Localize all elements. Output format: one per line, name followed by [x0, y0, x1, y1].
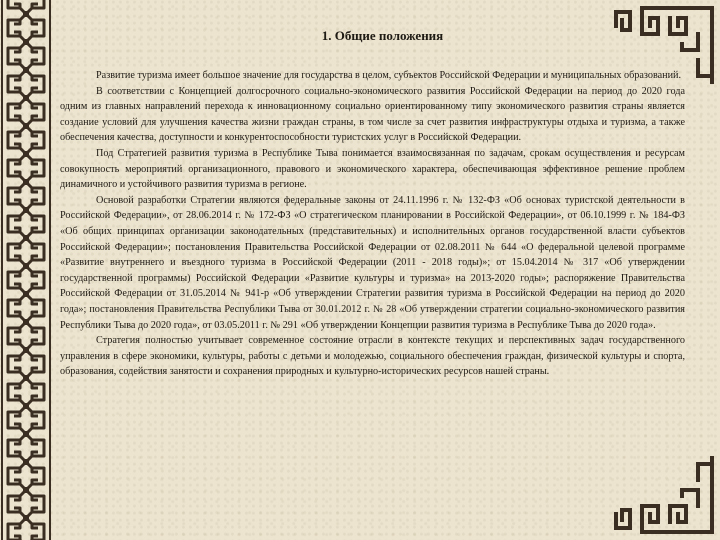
document-body	[60, 68, 685, 380]
document-title: 1. Общие положения	[321, 28, 444, 43]
paragraph: Развитие туризма имеет большое значение для государства в целом, субъектов Российской Федерации и муниципальных образований.	[96, 70, 682, 81]
paragraph: Стратегия полностью учитывает современное состояние отрасли в контексте текущих и перспективных задач государственного управления в сфере экономики, культуры, работы с детьми и молодежью, социального обеспечения граждан, физической культуры и спорта, образования, содействия занятости и сохранения природных и культурно-исторических ресурсов нашей страны.	[60, 335, 685, 378]
paragraph: В соответствии с Концепцией долгосрочного социально-экономического развития Российской Федерации на период до 2020 года одним из главных направлений перехода к инновационному социально ориентированному типу экономического развития страны является создание условий для улучшения качества жизни граждан страны, в том числе за счет развития инфраструктуры отдыха и туризма, а также обеспечения качества, доступности и конкурентоспособности туристских услуг в Российской Федерации.	[60, 85, 685, 144]
paragraph: Основой разработки Стратегии являются федеральные законы от 24.11.1996 г. № 132-ФЗ «Об основах туристской деятельности в Российской Федерации», от 28.06.2014 г. № 172-ФЗ «О стратегическом планировании в Российской Федерации», от 06.10.1999 г. № 184-ФЗ «Об общих принципах организации законодательных (представительных) и исполнительных органов государственной власти субъектов Российской Федерации»; постановления Правительства Российской Федерации от 02.08.2011 № 644 «О федеральной целевой программе «Развитие внутреннего и въездного туризма в Российской Федерации (2011 - 2018 годы)»; от 15.04.2014 № 317 «Об утверждении государственной программы) Российской Федерации «Развитие культуры и туризма» на 2013-2020 годы»; распоряжение Правительства Российской Федерации от 31.05.2014 № 941-р «Об утверждении Стратегии развития туризма в Российской Федерации на период до 2020 года»; постановления Правительства Республики Тыва от 30.01.2012 г. № 28 «Об утверждении стратегии социально-экономического развития Республики Тыва до 2020 года», от 03.05.2011 г. № 291 «Об утверждении Концепции развития туризма в Республике Тыва до 2020 года».	[60, 194, 685, 331]
corner-ornament-bottom-right	[612, 456, 716, 536]
left-ornamental-border	[0, 0, 52, 540]
paragraph: Под Стратегией развития туризма в Республике Тыва понимается взаимосвязанная по задачам, срокам осуществления и ресурсам совокупность мероприятий организационного, правового и экономического характера, обеспечивающая эффективное решение проблем динамичного и устойчивого развития туризма в регионе.	[60, 147, 685, 191]
